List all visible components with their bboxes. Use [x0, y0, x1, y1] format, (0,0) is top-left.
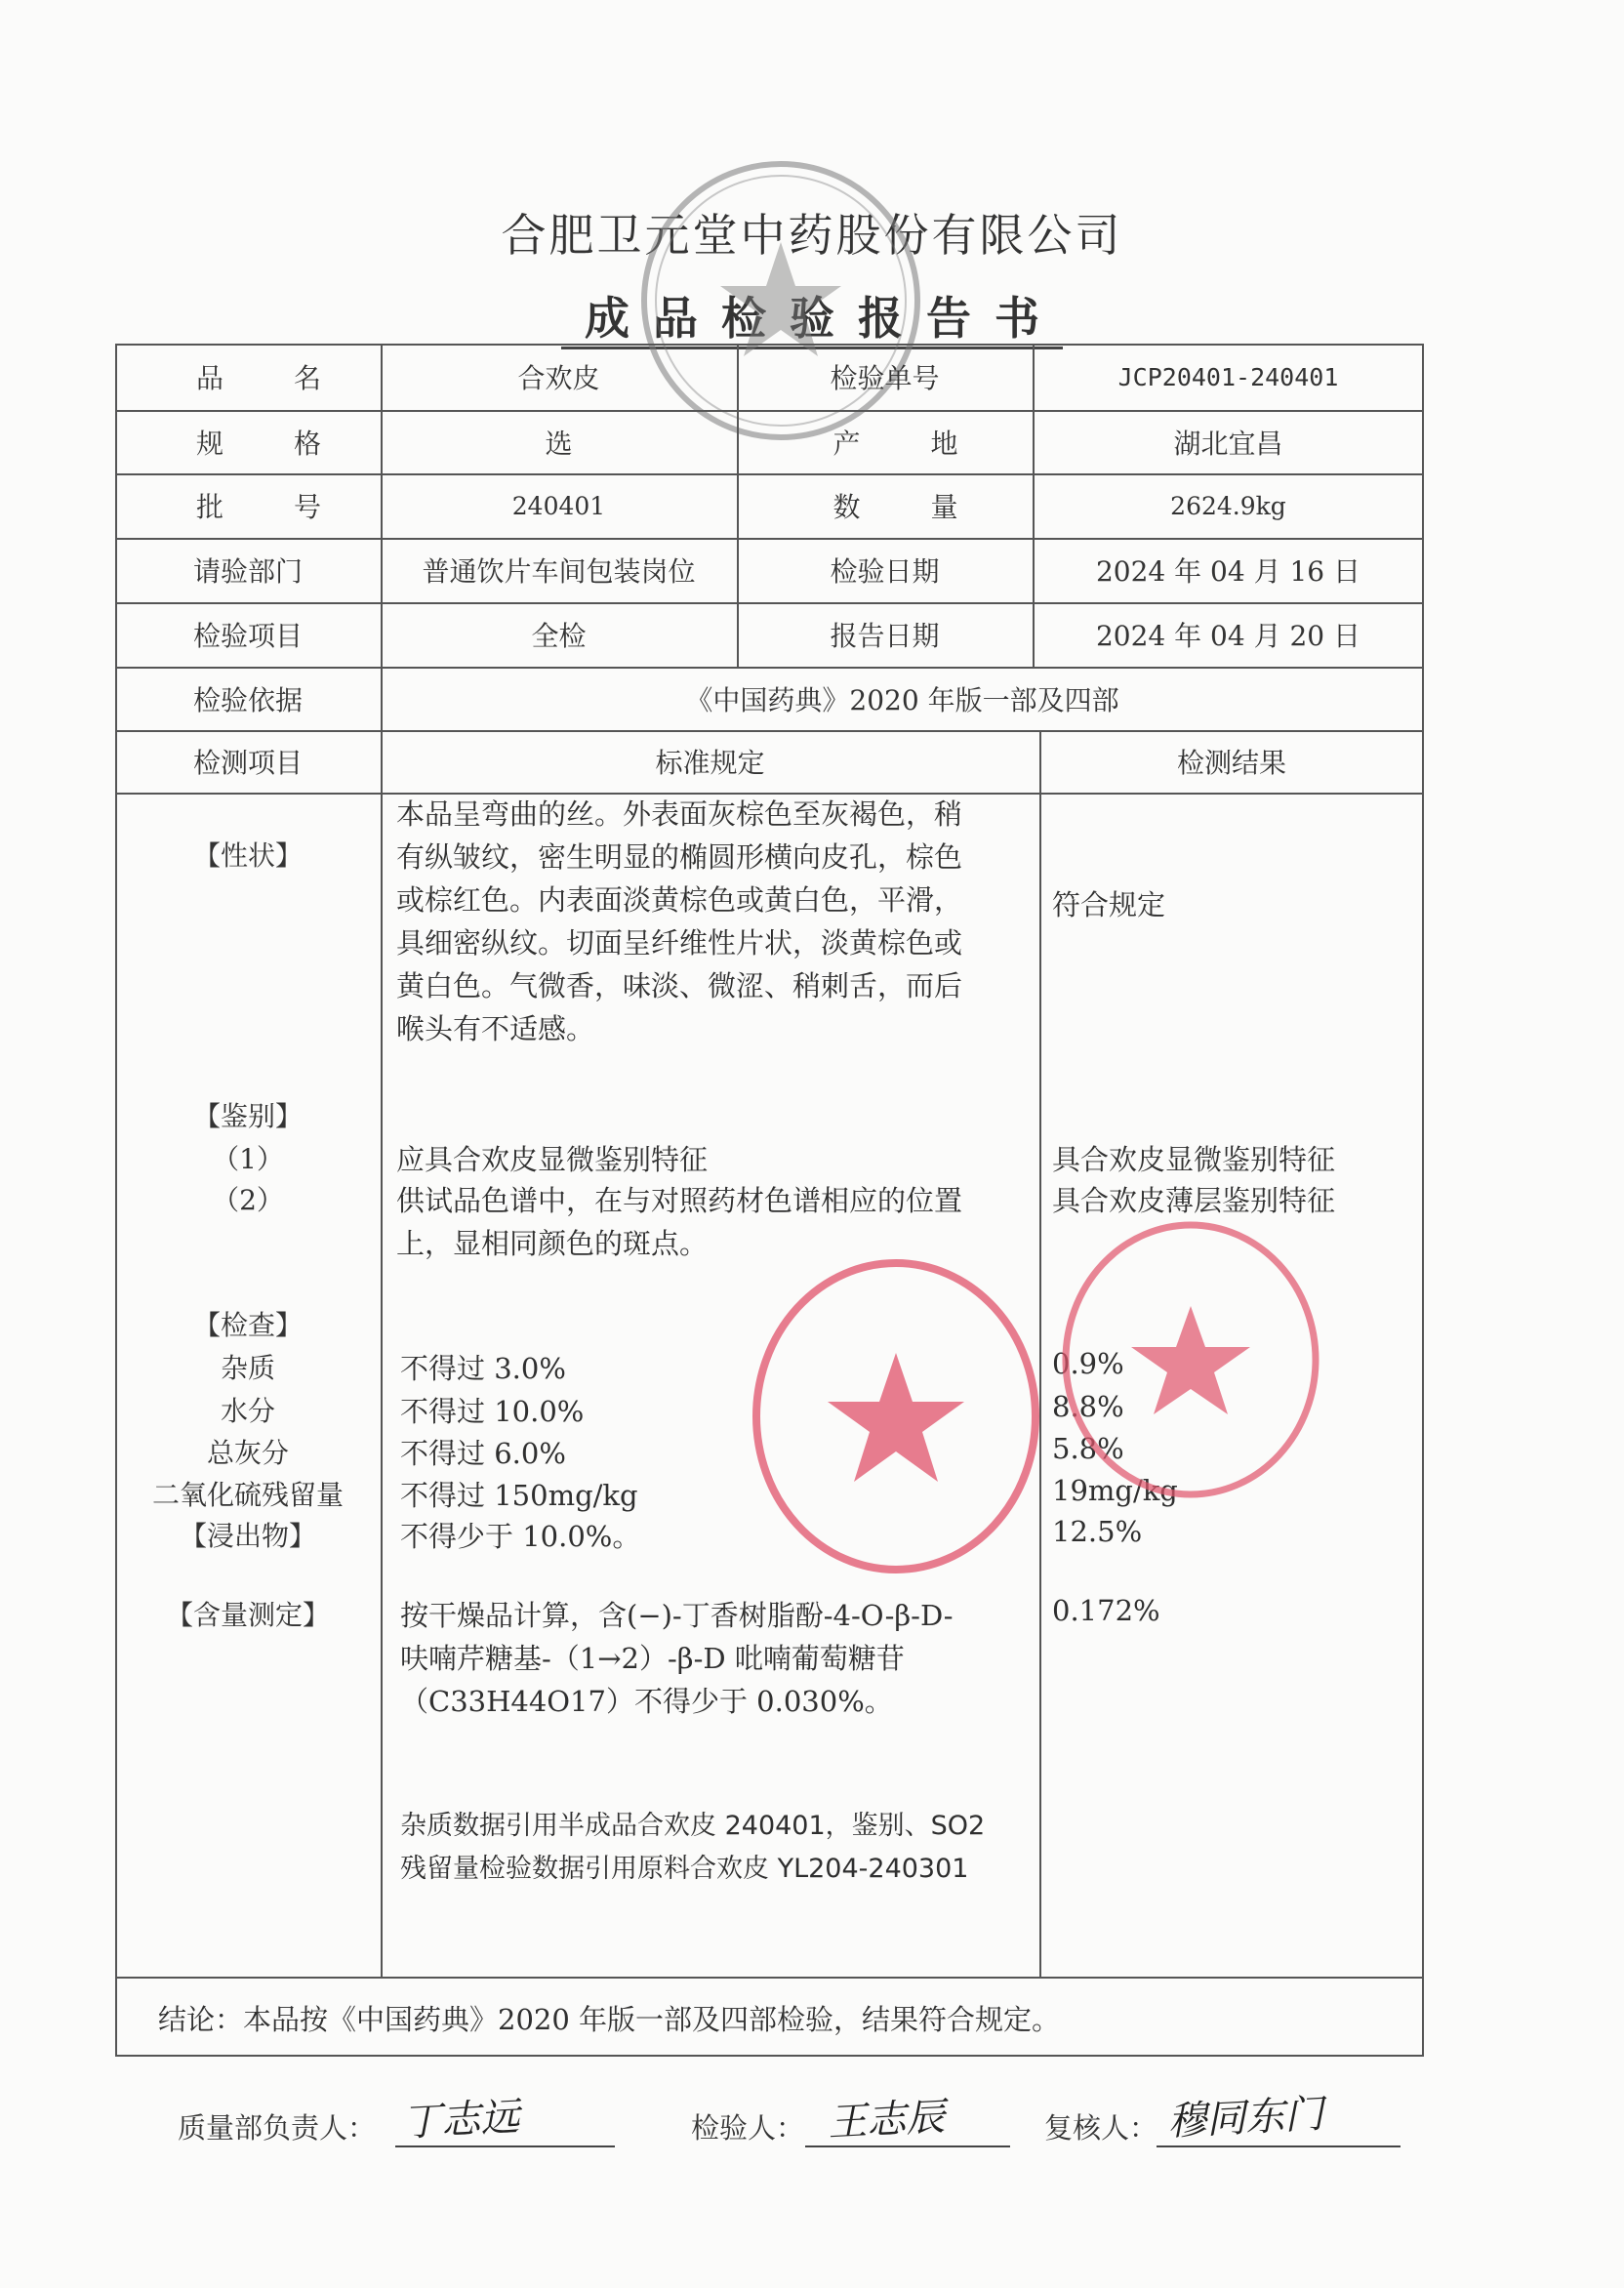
check-result: 8.8% — [1052, 1390, 1124, 1423]
spec-value: 选 — [545, 427, 573, 460]
test-date-label: 检验日期 — [830, 555, 940, 588]
appearance-result: 符合规定 — [1052, 888, 1166, 921]
items-value: 全检 — [531, 620, 587, 652]
batch-label: 批 号 — [195, 491, 343, 523]
quantity-label: 数 量 — [832, 491, 980, 523]
product-value: 合欢皮 — [517, 362, 600, 394]
origin-value: 湖北宜昌 — [1173, 427, 1283, 460]
report-no-value: JCP20401-240401 — [1117, 362, 1339, 391]
appearance-label: 【性状】 — [192, 839, 303, 872]
quality-head-label: 质量部负责人： — [178, 2111, 377, 2145]
check-name: 二氧化硫残留量 — [151, 1479, 344, 1511]
assay-standard-line-2: 呋喃芹糖基-（1→2）-β-D 吡喃葡萄糖苷 — [400, 1642, 905, 1675]
identification-label: 【鉴别】 — [192, 1100, 303, 1132]
document-title — [0, 283, 1624, 347]
report-date-value: 2024 年 04 月 20 日 — [1095, 620, 1361, 652]
check-standard: 不得过 3.0% — [400, 1352, 566, 1385]
check-standard: 不得过 10.0% — [400, 1395, 585, 1428]
report-no-label: 检验单号 — [830, 362, 940, 394]
batch-value: 240401 — [511, 491, 606, 520]
assay-label: 【含量测定】 — [165, 1599, 330, 1631]
quantity-value: 2624.9kg — [1170, 491, 1286, 520]
column-header-standard: 标准规定 — [655, 747, 765, 779]
appearance-line: 本品呈弯曲的丝。外表面灰棕色至灰褐色，稍 — [396, 797, 963, 831]
inspector-label: 检验人： — [691, 2111, 805, 2145]
checks-label: 【检查】 — [192, 1309, 303, 1341]
quality-head-signature: 丁志远 — [401, 2094, 521, 2146]
items-label: 检验项目 — [192, 620, 303, 652]
appearance-line: 黄白色。气微香，味淡、微涩、稍刺舌，而后 — [396, 969, 963, 1002]
report-date-label: 报告日期 — [830, 620, 940, 652]
identification-standard-2b: 上，显相同颜色的斑点。 — [396, 1227, 709, 1260]
check-standard: 不得过 150mg/kg — [400, 1479, 638, 1512]
identification-sub-2: （2） — [212, 1184, 284, 1216]
product-label: 品 名 — [195, 362, 343, 394]
spec-label: 规 格 — [195, 427, 343, 460]
check-name: 总灰分 — [206, 1437, 289, 1469]
appearance-standard — [396, 793, 1035, 1050]
check-result: 0.9% — [1052, 1347, 1124, 1380]
identification-result-2: 具合欢皮薄层鉴别特征 — [1052, 1184, 1336, 1217]
identification-result-1: 具合欢皮显微鉴别特征 — [1052, 1143, 1336, 1176]
check-result: 19mg/kg — [1052, 1474, 1178, 1507]
data-reference-note-2: 残留量检验数据引用原料合欢皮 YL204-240301 — [400, 1854, 969, 1884]
company-name: 合肥卫元堂中药股份有限公司 — [501, 209, 1123, 262]
identification-standard-2a: 供试品色谱中，在与对照药材色谱相应的位置 — [396, 1184, 963, 1217]
assay-standard-line-1: 按干燥品计算，含(−)-丁香树脂酚-4-O-β-D- — [400, 1599, 954, 1632]
origin-label: 产 地 — [832, 427, 980, 460]
reviewer-signature-line — [1157, 2145, 1401, 2147]
appearance-line: 喉头有不适感。 — [396, 1012, 595, 1045]
inspector-signature: 王志辰 — [827, 2094, 947, 2146]
column-header-item: 检测项目 — [192, 747, 303, 779]
reviewer-label: 复核人： — [1044, 2111, 1158, 2145]
appearance-line: 有纵皱纹，密生明显的椭圆形横向皮孔，棕色 — [396, 840, 963, 874]
data-reference-note-1: 杂质数据引用半成品合欢皮 240401，鉴别、SO2 — [400, 1811, 986, 1841]
check-name: 【浸出物】 — [179, 1520, 316, 1552]
check-name: 杂质 — [220, 1352, 275, 1384]
basis-label: 检验依据 — [192, 683, 303, 716]
conclusion: 结论：本品按《中国药典》2020 年版一部及四部检验，结果符合规定。 — [158, 2003, 1061, 2036]
check-result: 12.5% — [1052, 1515, 1143, 1548]
assay-result: 0.172% — [1052, 1594, 1160, 1627]
check-standard: 不得过 6.0% — [400, 1437, 566, 1470]
identification-standard-1: 应具合欢皮显微鉴别特征 — [396, 1143, 709, 1176]
appearance-line: 具细密纵纹。切面呈纤维性片状，淡黄棕色或 — [396, 926, 963, 960]
document-title-text: 成品检验报告书 — [561, 292, 1063, 349]
dept-value: 普通饮片车间包装岗位 — [422, 555, 696, 588]
dept-label: 请验部门 — [192, 555, 303, 588]
check-result: 5.8% — [1052, 1432, 1124, 1465]
check-standard: 不得少于 10.0%。 — [400, 1520, 641, 1553]
reviewer-signature: 穆同东门 — [1166, 2091, 1325, 2145]
column-header-result: 检测结果 — [1176, 747, 1286, 779]
appearance-line: 或棕红色。内表面淡黄棕色或黄白色，平滑， — [396, 883, 963, 917]
identification-sub-1: （1） — [212, 1143, 284, 1175]
assay-standard-line-3: （C33H44O17）不得少于 0.030%。 — [400, 1685, 893, 1718]
basis-value: 《中国药典》2020 年版一部及四部 — [685, 683, 1119, 716]
test-date-value: 2024 年 04 月 16 日 — [1095, 555, 1361, 588]
check-name: 水分 — [220, 1395, 275, 1427]
